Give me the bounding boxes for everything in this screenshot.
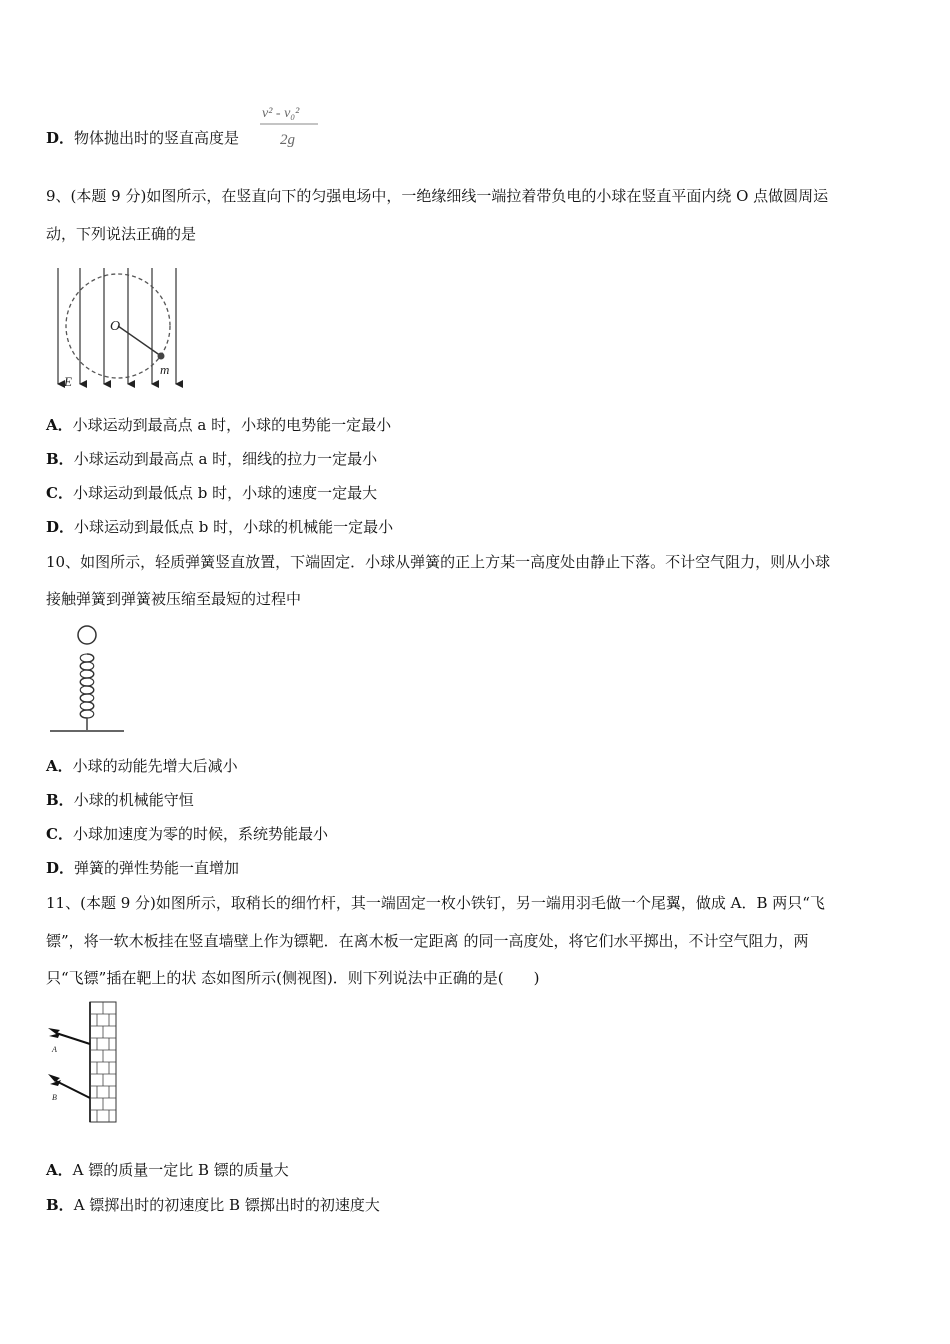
option-letter: C． — [46, 484, 73, 502]
spring — [80, 654, 94, 730]
q11-stem-line3: 只“飞镖”插在靶上的状 态如图所示(侧视图)．则下列说法中正确的是( ) — [46, 969, 540, 987]
option-letter: D． — [46, 129, 75, 147]
q9-option-d — [46, 517, 393, 537]
formula-numerator: v² - v₀² — [262, 106, 300, 121]
height-formula — [258, 100, 320, 152]
q11-stem-line1: 11、(本题 9 分)如图所示，取稍长的细竹杆，其一端固定一枚小铁钉，另一端用羽毛做一个尾翼，做成 A．B 两只“飞 — [46, 894, 825, 912]
option-text: 小球的动能先增大后减小 — [72, 757, 238, 775]
q11-stem-line2: 镖”，将一软木板挂在竖直墙壁上作为镖靶．在离木板一定距离 的同一高度处，将它们水平掷出，不计空气阻力，两 — [46, 932, 809, 950]
electric-field-circle-figure — [48, 262, 190, 392]
option-text: A 镖掷出时的初速度比 B 镖掷出时的初速度大 — [73, 1196, 380, 1214]
label-a: A — [52, 1045, 57, 1054]
formula-denominator: 2g — [280, 132, 295, 148]
option-text: 小球加速度为零的时候，系统势能最小 — [72, 825, 328, 843]
option-letter: B． — [46, 791, 74, 809]
q9-stem-line2: 动，下列说法正确的是 — [46, 225, 197, 243]
option-letter: D． — [46, 518, 75, 536]
option-letter: C． — [46, 825, 73, 843]
label-e: E — [64, 374, 72, 389]
q10-option-b — [46, 790, 194, 810]
q9-option-a — [46, 415, 391, 435]
q9-option-c — [46, 483, 377, 503]
option-letter: A． — [46, 1161, 73, 1179]
option-letter: B． — [46, 1196, 74, 1214]
label-o: O — [110, 319, 121, 334]
ball — [78, 626, 96, 644]
option-text: 弹簧的弹性势能一直增加 — [74, 859, 240, 877]
q10-option-d — [46, 858, 239, 878]
option-letter: A． — [46, 416, 73, 434]
q10-stem-line2: 接触弹簧到弹簧被压缩至最短的过程中 — [46, 590, 302, 608]
option-text: 小球运动到最低点 b 时，小球的速度一定最大 — [72, 484, 378, 502]
string — [118, 326, 161, 356]
dart-a — [48, 1028, 90, 1044]
charged-ball — [158, 353, 165, 360]
q9-stem-line1: 9、(本题 9 分)如图所示，在竖直向下的匀强电场中，一绝缘细线一端拉着带负电的小球在竖直平面内绕 O 点做圆周运 — [46, 187, 829, 205]
q11-option-b — [46, 1195, 380, 1215]
spring-ball-figure — [48, 620, 126, 738]
option-text: 小球的机械能守恒 — [73, 791, 194, 809]
label-b: B — [52, 1093, 57, 1102]
option-d-top — [46, 128, 239, 148]
darts-wall-figure — [46, 1000, 120, 1128]
option-letter: D． — [46, 859, 75, 877]
option-text: 小球运动到最低点 b 时，小球的机械能一定最小 — [74, 518, 394, 536]
q10-option-c — [46, 824, 328, 844]
q10-stem-line1: 10、如图所示，轻质弹簧竖直放置，下端固定．小球从弹簧的正上方某一高度处由静止下落。不计空气阻力，则从小球 — [46, 553, 831, 571]
q9-option-b — [46, 449, 377, 469]
option-letter: B． — [46, 450, 74, 468]
label-m: m — [160, 362, 170, 377]
option-text: A 镖的质量一定比 B 镖的质量大 — [72, 1161, 289, 1179]
option-letter: A． — [46, 757, 73, 775]
q10-option-a — [46, 756, 238, 776]
option-text: 小球运动到最高点 a 时，小球的电势能一定最小 — [72, 416, 392, 434]
option-text: 小球运动到最高点 a 时，细线的拉力一定最小 — [73, 450, 378, 468]
option-text: 物体抛出时的竖直高度是 — [74, 129, 240, 147]
q11-option-a — [46, 1160, 289, 1180]
